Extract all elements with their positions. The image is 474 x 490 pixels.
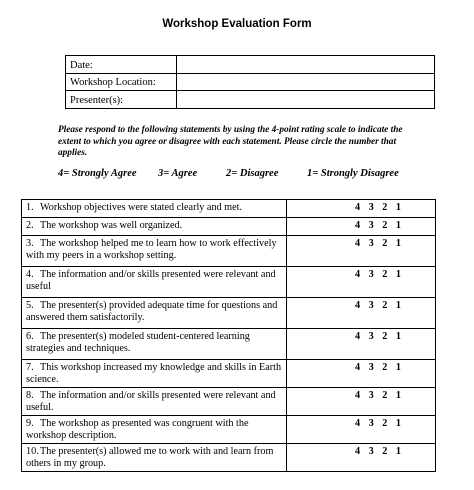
rating-choices[interactable]: 4 3 2 1: [287, 200, 436, 218]
statement-cell: [22, 444, 287, 472]
rating-choices[interactable]: 4 3 2 1: [287, 218, 436, 236]
table-row: [22, 236, 436, 267]
statement-cell: [22, 360, 287, 388]
table-row: [22, 388, 436, 416]
statement-number: 2.: [26, 220, 34, 231]
statement-text: The information and/or skills presented were relevant and useful: [26, 269, 276, 292]
workshop-location-label: Workshop Location:: [66, 73, 177, 91]
presenters-label: Presenter(s):: [66, 91, 177, 109]
statement-cell: [22, 218, 287, 236]
statement-number: 4.: [26, 269, 34, 280]
date-label: Date:: [66, 56, 177, 74]
presenters-field[interactable]: [177, 91, 435, 109]
table-row: [22, 360, 436, 388]
statement-text: The information and/or skills presented were relevant and useful.: [26, 390, 276, 413]
table-row: [22, 298, 436, 329]
rating-choices[interactable]: 4 3 2 1: [287, 360, 436, 388]
rating-choices[interactable]: 4 3 2 1: [287, 444, 436, 472]
scale-agree: 3= Agree: [158, 168, 198, 179]
rating-scale-legend: [0, 168, 474, 182]
scale-strongly-disagree: 1= Strongly Disagree: [307, 168, 399, 179]
statement-text: The presenter(s) allowed me to work with and learn from others in my group.: [26, 446, 274, 469]
table-row: [22, 267, 436, 298]
statement-text: The presenter(s) provided adequate time for questions and answered them satisfactorily.: [26, 300, 278, 323]
statement-number: 10.: [26, 446, 39, 457]
instructions-text: Please respond to the following statements by using the 4-point rating scale to indicate the extent to which you agree or disagree with each statement. Please circle the number that applies.: [58, 125, 403, 158]
statement-cell: [22, 267, 287, 298]
evaluation-table: [21, 199, 436, 472]
statement-text: The workshop was well organized.: [40, 220, 183, 231]
statement-text: The presenter(s) modeled student-centered learning strategies and techniques.: [26, 331, 250, 354]
date-field[interactable]: [177, 56, 435, 74]
table-row: [22, 416, 436, 444]
rating-choices[interactable]: 4 3 2 1: [287, 416, 436, 444]
statement-cell: [22, 416, 287, 444]
statement-number: 3.: [26, 238, 34, 249]
statement-number: 5.: [26, 300, 34, 311]
statement-text: The workshop as presented was congruent with the workshop description.: [26, 418, 249, 441]
rating-choices[interactable]: 4 3 2 1: [287, 388, 436, 416]
table-row: [22, 218, 436, 236]
table-row: [22, 200, 436, 218]
statement-text: This workshop increased my knowledge and skills in Earth science.: [26, 362, 282, 385]
statement-number: 7.: [26, 362, 34, 373]
rating-choices[interactable]: 4 3 2 1: [287, 329, 436, 360]
statement-text: The workshop helped me to learn how to work effectively with my peers in a workshop setting.: [26, 238, 277, 261]
table-row: [22, 329, 436, 360]
statement-cell: [22, 236, 287, 267]
statement-number: 8.: [26, 390, 34, 401]
statement-cell: [22, 200, 287, 218]
form-title: Workshop Evaluation Form: [162, 18, 312, 30]
statement-cell: [22, 388, 287, 416]
statement-number: 1.: [26, 202, 34, 213]
info-row-location: [66, 73, 435, 91]
scale-strongly-agree: 4= Strongly Agree: [58, 168, 137, 179]
statement-number: 9.: [26, 418, 34, 429]
statement-text: Workshop objectives were stated clearly and met.: [40, 202, 243, 213]
workshop-info-table: [65, 55, 435, 109]
workshop-location-field[interactable]: [177, 73, 435, 91]
rating-choices[interactable]: 4 3 2 1: [287, 267, 436, 298]
statement-cell: [22, 298, 287, 329]
scale-disagree: 2= Disagree: [226, 168, 279, 179]
rating-choices[interactable]: 4 3 2 1: [287, 236, 436, 267]
table-row: [22, 444, 436, 472]
statement-cell: [22, 329, 287, 360]
rating-choices[interactable]: 4 3 2 1: [287, 298, 436, 329]
info-row-date: [66, 56, 435, 74]
info-row-presenters: [66, 91, 435, 109]
statement-number: 6.: [26, 331, 34, 342]
